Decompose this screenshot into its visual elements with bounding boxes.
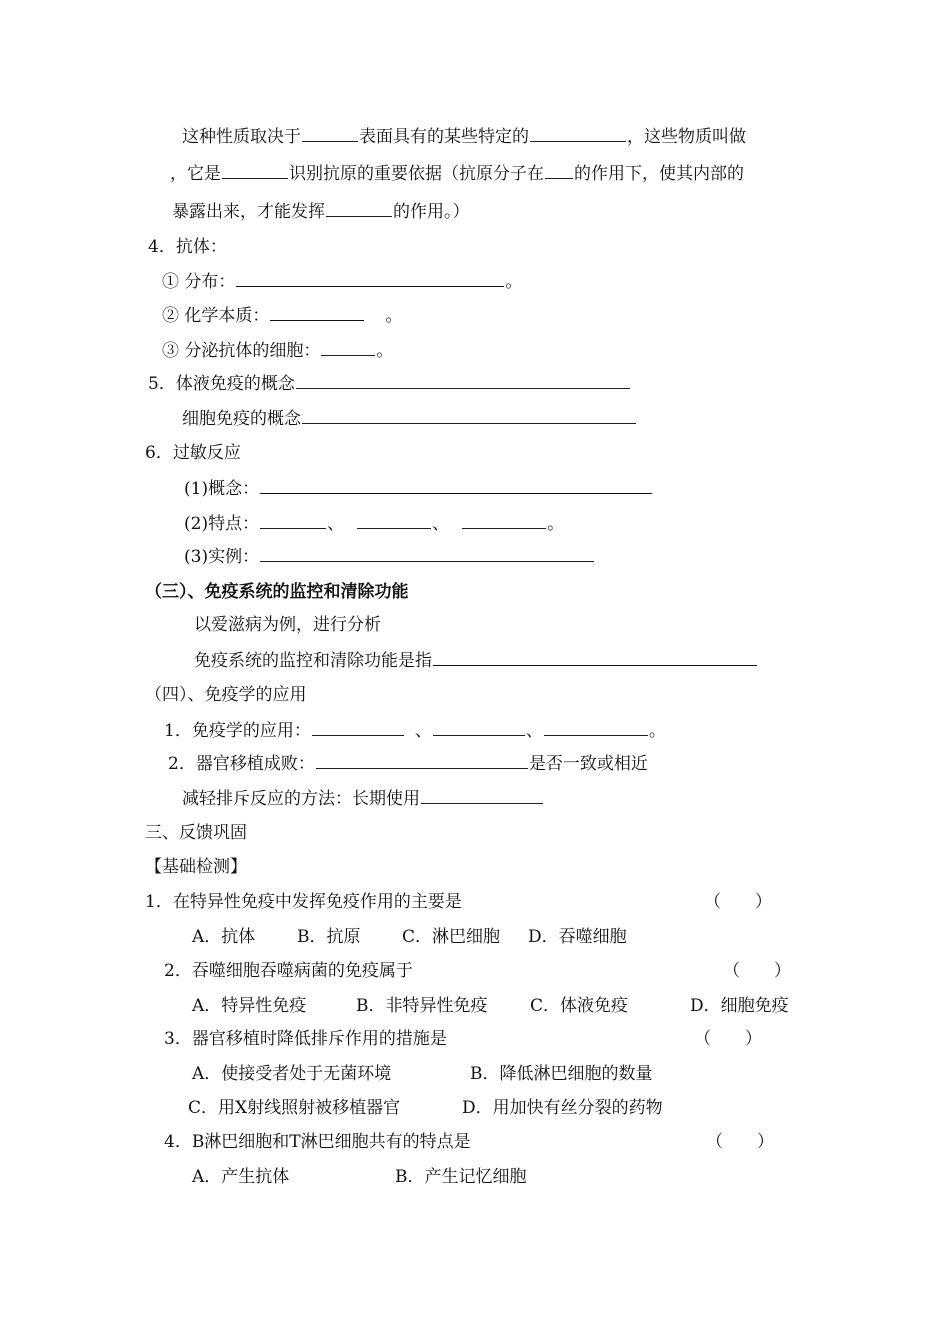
answer-parentheses[interactable]: （ ）	[704, 892, 772, 912]
question-stem: 1．在特异性免疫中发挥免疫作用的主要是	[145, 892, 462, 912]
line-text: 的作用。）	[393, 202, 470, 222]
question-stem: 4．B淋巴细胞和T淋巴细胞共有的特点是	[164, 1132, 471, 1152]
text-line	[164, 720, 666, 742]
text-line	[168, 753, 648, 775]
fill-blank	[545, 163, 573, 179]
fill-blank	[462, 513, 546, 529]
line-text: 1．免疫学的应用：	[164, 721, 311, 741]
option-c: C．用X射线照射被移植器官	[188, 1098, 401, 1118]
option-a: A．产生抗体	[192, 1167, 290, 1187]
subsection-heading: 【基础检测】	[145, 857, 247, 877]
text-line	[162, 271, 522, 293]
line-text: 、	[327, 514, 345, 534]
text-line	[184, 513, 564, 535]
fill-blank	[236, 271, 504, 287]
line-text: 是否一致或相近	[528, 754, 648, 774]
text-line	[162, 340, 393, 362]
question-stem: 2．吞噬细胞吞噬病菌的免疫属于	[164, 961, 413, 981]
fill-blank	[321, 340, 375, 356]
section-title: 6．过敏反应	[145, 443, 241, 463]
line-text: 、	[414, 721, 432, 741]
line-text: 免疫系统的监控和清除功能是指	[194, 651, 432, 671]
line-text: ，它是	[170, 164, 221, 184]
line-text: ③ 分泌抗体的细胞：	[162, 341, 321, 361]
fill-blank	[421, 788, 543, 804]
text-line	[184, 478, 653, 500]
text-line	[182, 408, 637, 430]
fill-blank	[312, 720, 404, 736]
line-text: 、	[432, 514, 450, 534]
text-line	[162, 305, 402, 327]
line-text: 识别抗原的重要依据（抗原分子在	[289, 164, 544, 184]
option-d: D．细胞免疫	[690, 996, 789, 1016]
fill-blank	[316, 753, 528, 769]
line-text: 2．器官移植成败：	[168, 754, 315, 774]
line-text: (2)特点：	[184, 514, 260, 534]
answer-parentheses[interactable]: （ ）	[694, 1029, 762, 1049]
line-text: 。	[376, 341, 394, 361]
answer-parentheses[interactable]: （ ）	[723, 961, 791, 981]
fill-blank	[260, 546, 594, 562]
line-text: 暴露出来，才能发挥	[172, 202, 325, 222]
text-line	[172, 201, 470, 223]
fill-blank	[433, 720, 525, 736]
fill-blank	[544, 720, 648, 736]
line-text: 减轻排斥反应的方法：长期使用	[182, 789, 420, 809]
fill-blank	[260, 478, 652, 494]
line-text: 表面具有的某些特定的	[359, 127, 529, 147]
option-c: C．体液免疫	[530, 996, 629, 1016]
option-a: A．使接受者处于无菌环境	[192, 1064, 392, 1084]
line-text: ① 分布：	[162, 272, 236, 292]
option-a: A．抗体	[192, 927, 256, 947]
line-text: (1)概念：	[184, 479, 260, 499]
line-text: 。	[505, 272, 523, 292]
fill-blank	[433, 650, 757, 666]
answer-parentheses[interactable]: （ ）	[706, 1132, 774, 1152]
line-text: 、	[525, 721, 543, 741]
line-text: 。	[648, 721, 666, 741]
section-heading: （三）、免疫系统的监控和清除功能	[145, 582, 409, 602]
text-line	[170, 163, 744, 185]
line-text: 5．体液免疫的概念	[148, 374, 295, 394]
line-text: (3)实例：	[184, 547, 260, 567]
line-text: 这种性质取决于	[182, 127, 301, 147]
fill-blank	[357, 513, 431, 529]
text-line	[194, 650, 758, 672]
line-text: ，这些物质叫做	[627, 127, 746, 147]
question-stem: 3．器官移植时降低排斥作用的措施是	[164, 1029, 447, 1049]
option-b: B．降低淋巴细胞的数量	[470, 1064, 653, 1084]
section-heading: 三、反馈巩固	[145, 823, 247, 843]
text-line	[184, 546, 595, 568]
fill-blank	[296, 373, 630, 389]
fill-blank	[222, 163, 288, 179]
text-line	[182, 788, 544, 810]
fill-blank	[260, 513, 326, 529]
fill-blank	[326, 201, 392, 217]
line-text: 。	[385, 306, 403, 326]
fill-blank	[270, 305, 364, 321]
fill-blank	[530, 126, 626, 142]
line-text: ② 化学本质：	[162, 306, 270, 326]
section-title: 4．抗体：	[148, 237, 227, 257]
text-line	[148, 373, 631, 395]
option-c: C．淋巴细胞	[402, 927, 501, 947]
line-text: 的作用下，使其内部的	[574, 164, 744, 184]
fill-blank	[302, 408, 636, 424]
option-b: B．产生记忆细胞	[395, 1167, 527, 1187]
option-d: D．吞噬细胞	[528, 927, 627, 947]
option-a: A．特异性免疫	[192, 996, 307, 1016]
fill-blank	[302, 126, 358, 142]
section-heading: （四）、免疫学的应用	[145, 685, 307, 705]
option-d: D．用加快有丝分裂的药物	[462, 1098, 663, 1118]
line-text: 。	[547, 514, 565, 534]
text-line	[182, 126, 746, 148]
line-text: 细胞免疫的概念	[182, 409, 301, 429]
text-line: 以爱滋病为例，进行分析	[194, 615, 381, 635]
option-b: B．抗原	[297, 927, 361, 947]
option-b: B．非特异性免疫	[356, 996, 488, 1016]
